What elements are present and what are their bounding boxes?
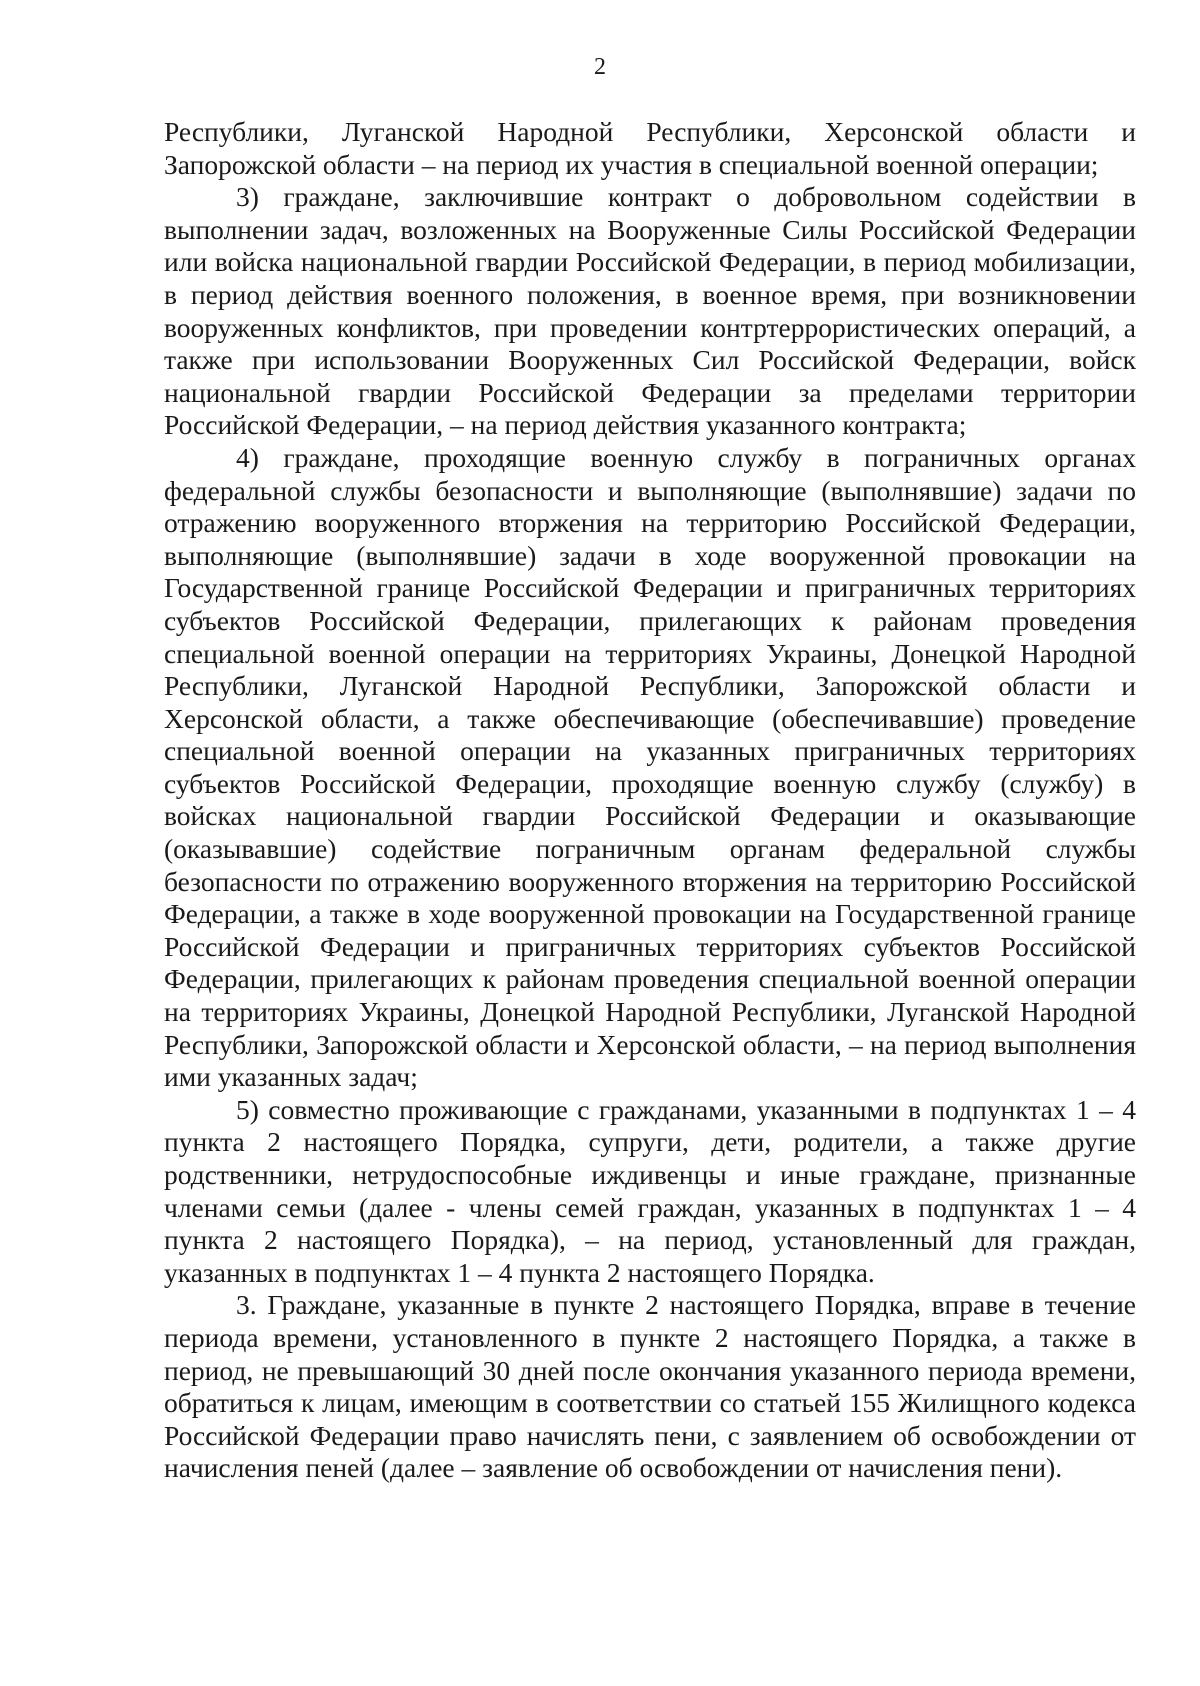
document-body bbox=[164, 116, 1136, 1485]
paragraph-clause-3: 3. Граждане, указанные в пункте 2 настоящего Порядка, вправе в течение периода времени, установленного в пункте 2 настоящего Порядка, а также в период, не превышающий 30 дней после окончания указанного периода времени, обратиться к лицам, имеющим в соответствии со статьей 155 Жилищного кодекса Российской Федерации право начислять пени, с заявлением об освобождении от начисления пеней (далее – заявление об освобождении от начисления пени). bbox=[164, 1289, 1136, 1484]
paragraph-item-5: 5) совместно проживающие с гражданами, указанными в подпунктах 1 – 4 пункта 2 настоящего Порядка, супруги, дети, родители, а также другие родственники, нетрудоспособные иждивенцы и иные граждане, признанные членами семьи (далее - члены семей граждан, указанных в подпунктах 1 – 4 пункта 2 настоящего Порядка), – на период, установленный для граждан, указанных в подпунктах 1 – 4 пункта 2 настоящего Порядка. bbox=[164, 1093, 1136, 1288]
paragraph-item-3: 3) граждане, заключившие контракт о добровольном содействии в выполнении задач, возложенных на Вооруженные Силы Российской Федерации или войска национальной гвардии Российской Федерации, в период мобилизации, в период действия военного положения, в военное время, при возникновении вооруженных конфликтов, при проведении контртеррористических операций, а также при использовании Вооруженных Сил Российской Федерации, войск национальной гвардии Российской Федерации за пределами территории Российской Федерации, – на период действия указанного контракта; bbox=[164, 181, 1136, 441]
paragraph-item-4: 4) граждане, проходящие военную службу в пограничных органах федеральной службы безопасности и выполняющие (выполнявшие) задачи по отражению вооруженного вторжения на территорию Российской Федерации, выполняющие (выполнявшие) задачи в ходе вооруженной провокации на Государственной границе Российской Федерации и приграничных территориях субъектов Российской Федерации, прилегающих к районам проведения специальной военной операции на территориях Украины, Донецкой Народной Республики, Луганской Народной Республики, Запорожской области и Херсонской области, а также обеспечивающие (обеспечивавшие) проведение специальной военной операции на указанных приграничных территориях субъектов Российской Федерации, проходящие военную службу (службу) в войсках национальной гвардии Российской Федерации и оказывающие (оказывавшие) содействие пограничным органам федеральной службы безопасности по отражению вооруженного вторжения на территорию Российской Федерации, а также в ходе вооруженной провокации на Государственной границе Российской Федерации и приграничных территориях субъектов Российской Федерации, прилегающих к районам проведения специальной военной операции на территориях Украины, Донецкой Народной Республики, Луганской Народной Республики, Запорожской области и Херсонской области, – на период выполнения ими указанных задач; bbox=[164, 441, 1136, 1093]
paragraph-continuation: Республики, Луганской Народной Республики, Херсонской области и Запорожской области – на период их участия в специальной военной операции; bbox=[164, 116, 1136, 180]
page-number: 2 bbox=[594, 54, 606, 80]
